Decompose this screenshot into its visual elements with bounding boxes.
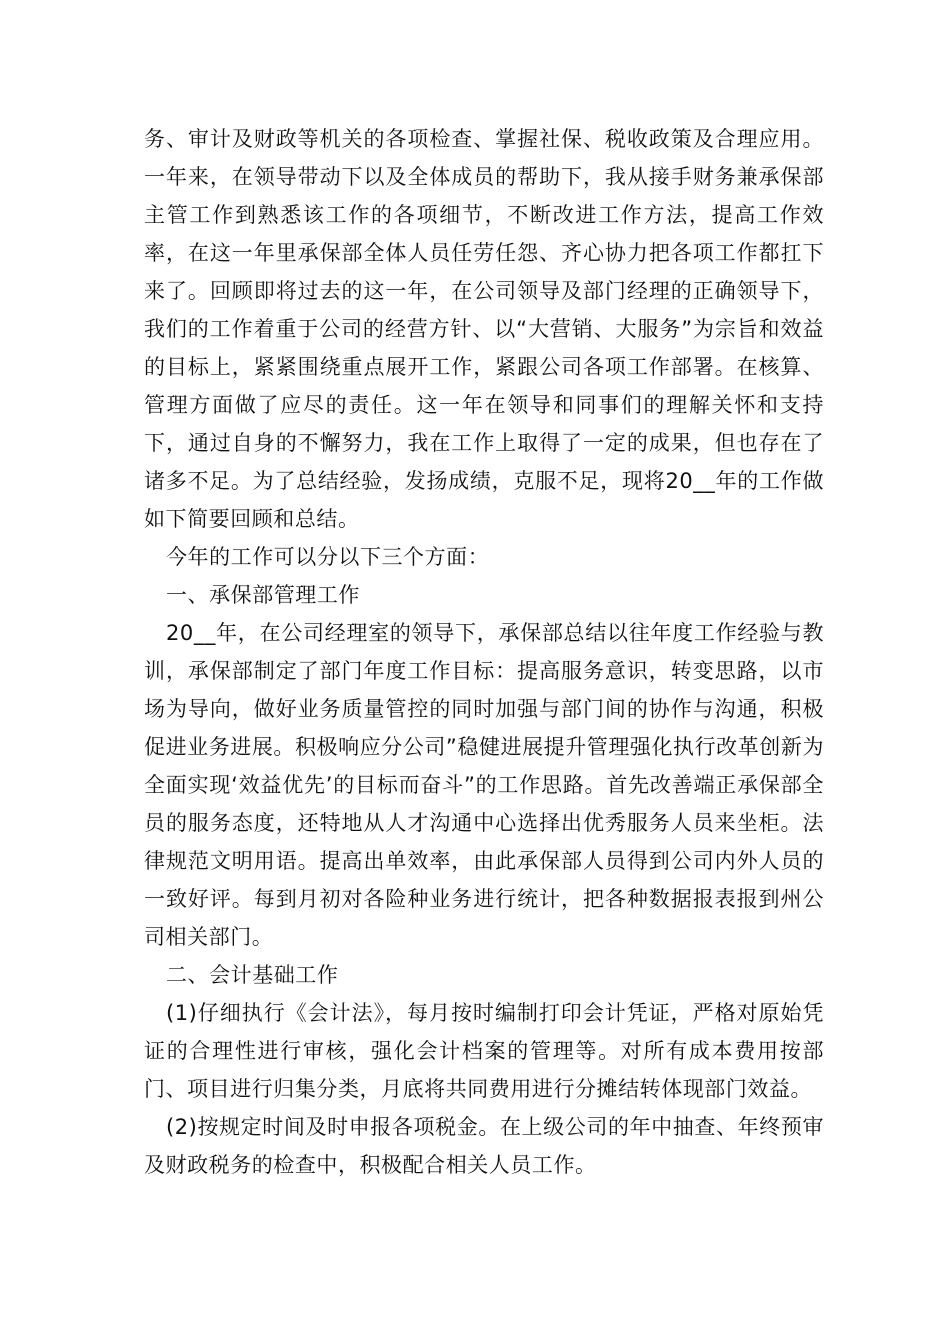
section-2-item-2: (2)按规定时间及时申报各项税金。在上级公司的年中抽查、年终预审及财政税务的检查中，积极配合相关人员工作。	[144, 1115, 824, 1177]
section-heading-1: 一、承保部管理工作	[166, 583, 360, 607]
intro-paragraph: 务、审计及财政等机关的各项检查、掌握社保、税收政策及合理应用。一年来，在领导带动下以及全体成员的帮助下，我从接手财务兼承保部主管工作到熟悉该工作的各项细节，不断改进工作方法，提高工作效率，在这一年里承保部全体人员任劳任怨、齐心协力把各项工作都扛下来了。回顾即将过去的这一年，在公司领导及部门经理的正确领导下，我们的工作着重于公司的经营方针、以“大营销、大服务”为宗旨和效益的目标上，紧紧围绕重点展开工作，紧跟公司各项工作部署。在核算、管理方面做了应尽的责任。这一年在领导和同事们的理解关怀和支持下，通过自身的不懈努力，我在工作上取得了一定的成果，但也存在了诸多不足。为了总结经验，发扬成绩，克服不足，现将20__年的工作做如下简要回顾和总结。	[144, 127, 824, 531]
section-2-item-1: (1)仔细执行《会计法》，每月按时编制打印会计凭证，严格对原始凭证的合理性进行审核，强化会计档案的管理等。对所有成本费用按部门、项目进行归集分类，月底将共同费用进行分摊结转体现部门效益。	[144, 1001, 824, 1101]
document-body	[144, 120, 824, 1184]
section-1-paragraph: 20__年，在公司经理室的领导下，承保部总结以往年度工作经验与教训，承保部制定了部门年度工作目标：提高服务意识，转变思路，以市场为导向，做好业务质量管控的同时加强与部门间的协作与沟通，积极促进业务进展。积极响应分公司”稳健进展提升管理强化执行改革创新为全面实现‘效益优先’的目标而奋斗”的工作思路。首先改善端正承保部全员的服务态度，还特地从人才沟通中心选择出优秀服务人员来坐柜。法律规范文明用语。提高出单效率，由此承保部人员得到公司内外人员的一致好评。每到月初对各险种业务进行统计，把各种数据报表报到州公司相关部门。	[144, 621, 824, 949]
section-heading-2: 二、会计基础工作	[166, 963, 339, 987]
overview-paragraph: 今年的工作可以分以下三个方面：	[166, 545, 490, 569]
